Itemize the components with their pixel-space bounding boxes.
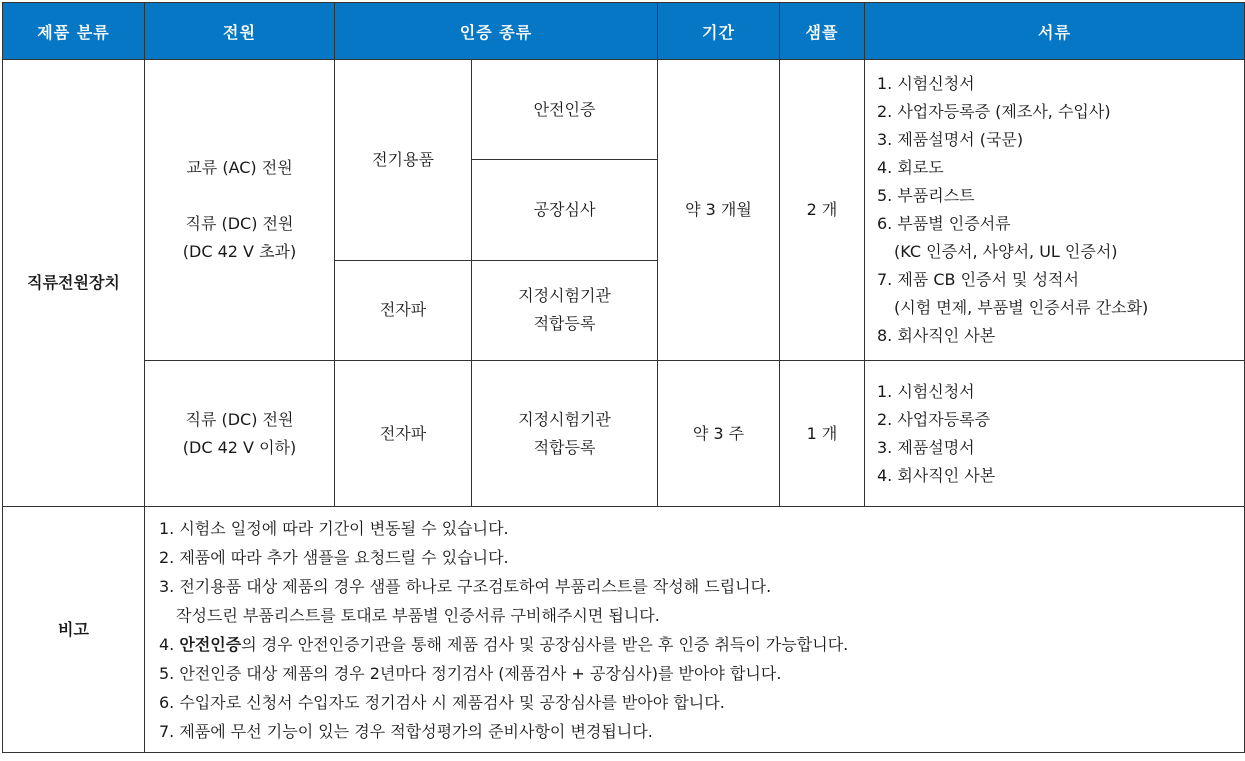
power-cell-group2 [145,361,335,507]
remark-item: 작성드린 부품리스트를 토대로 부품별 인증서류 구비해주시면 됩니다. [176,605,660,625]
cert-emc: 전자파 [335,260,472,360]
power-label: (DC 42 V 이하) [182,437,297,457]
power-label: 교류 (AC) 전원 [186,158,293,177]
header-category: 제품 분류 [3,3,145,60]
documents-group1 [865,60,1245,361]
header-row [3,3,1245,60]
list-item: 5. 부품리스트 [877,186,975,205]
product-category: 직류전원장치 [3,60,145,507]
sample-group1: 2 개 [780,60,865,361]
remark-item: 6. 수입자로 신청서 수입자도 정기검사 시 제품검사 및 공장심사를 받아야 합니다. [159,692,725,712]
list-item: 8. 회사직인 사본 [877,326,996,345]
period-group1: 약 3 개월 [658,60,780,361]
table-row [3,361,1245,507]
header-sample: 샘플 [780,3,865,60]
cert-designated-lab [472,260,658,360]
sample-group2: 1 개 [780,361,865,507]
remark-item [159,630,1230,659]
list-item: 3. 제품설명서 [877,437,975,457]
remark-item: 3. 전기용품 대상 제품의 경우 샘플 하나로 구조검토하여 부품리스트를 작성해 드립니다. [159,576,772,596]
remark-text: 의 경우 안전인증기관을 통해 제품 검사 및 공장심사를 받은 후 인증 취득이 가능합니다. [241,634,849,654]
list-item: (시험 면제, 부품별 인증서류 간소화) [894,298,1149,317]
power-label: 직류 (DC) 전원 [185,214,294,233]
cert-designated-lab [472,361,658,507]
header-cert-type: 인증 종류 [335,3,658,60]
list-item: 7. 제품 CB 인증서 및 성적서 [877,270,1079,289]
certification-table [2,2,1245,753]
header-documents: 서류 [865,3,1245,60]
list-item: 2. 사업자등록증 (제조사, 수입사) [877,102,1111,121]
remark-item: 7. 제품에 무선 기능이 있는 경우 적합성평가의 준비사항이 변경됩니다. [159,721,653,741]
remark-item: 1. 시험소 일정에 따라 기간이 변동될 수 있습니다. [159,518,509,538]
cert-lab-label: 적합등록 [533,437,596,457]
remark-emphasis: 안전인증 [179,634,242,654]
remarks-label: 비고 [3,507,145,753]
list-item: 4. 회사직인 사본 [877,465,996,485]
header-period: 기간 [658,3,780,60]
list-item: (KC 인증서, 사양서, UL 인증서) [894,242,1118,261]
list-item: 6. 부품별 인증서류 [877,214,1011,233]
remark-item: 5. 안전인증 대상 제품의 경우 2년마다 정기검사 (제품검사 + 공장심사)를 받아야 합니다. [159,663,782,683]
cert-factory-inspection: 공장심사 [472,160,658,260]
power-label: 직류 (DC) 전원 [185,409,294,429]
list-item: 1. 시험신청서 [877,381,975,401]
list-item: 3. 제품설명서 (국문) [877,130,1024,149]
list-item: 1. 시험신청서 [877,74,975,93]
header-power: 전원 [145,3,335,60]
remarks-row [3,507,1245,753]
cert-safety: 안전인증 [472,60,658,160]
period-group2: 약 3 주 [658,361,780,507]
remark-item: 2. 제품에 따라 추가 샘플을 요청드릴 수 있습니다. [159,547,509,567]
cert-lab-label: 적합등록 [533,314,596,334]
cert-electric-goods: 전기용품 [335,60,472,261]
remark-number: 4. [159,634,180,654]
power-label: (DC 42 V 초과) [182,242,297,261]
power-cell-group1 [145,60,335,361]
list-item: 2. 사업자등록증 [877,409,991,429]
cert-lab-label: 지정시험기관 [518,409,611,429]
remarks-content [145,507,1245,753]
cert-lab-label: 지정시험기관 [518,286,611,306]
documents-group2 [865,361,1245,507]
cert-emc: 전자파 [335,361,472,507]
list-item: 4. 회로도 [877,158,944,177]
table-row [3,60,1245,160]
